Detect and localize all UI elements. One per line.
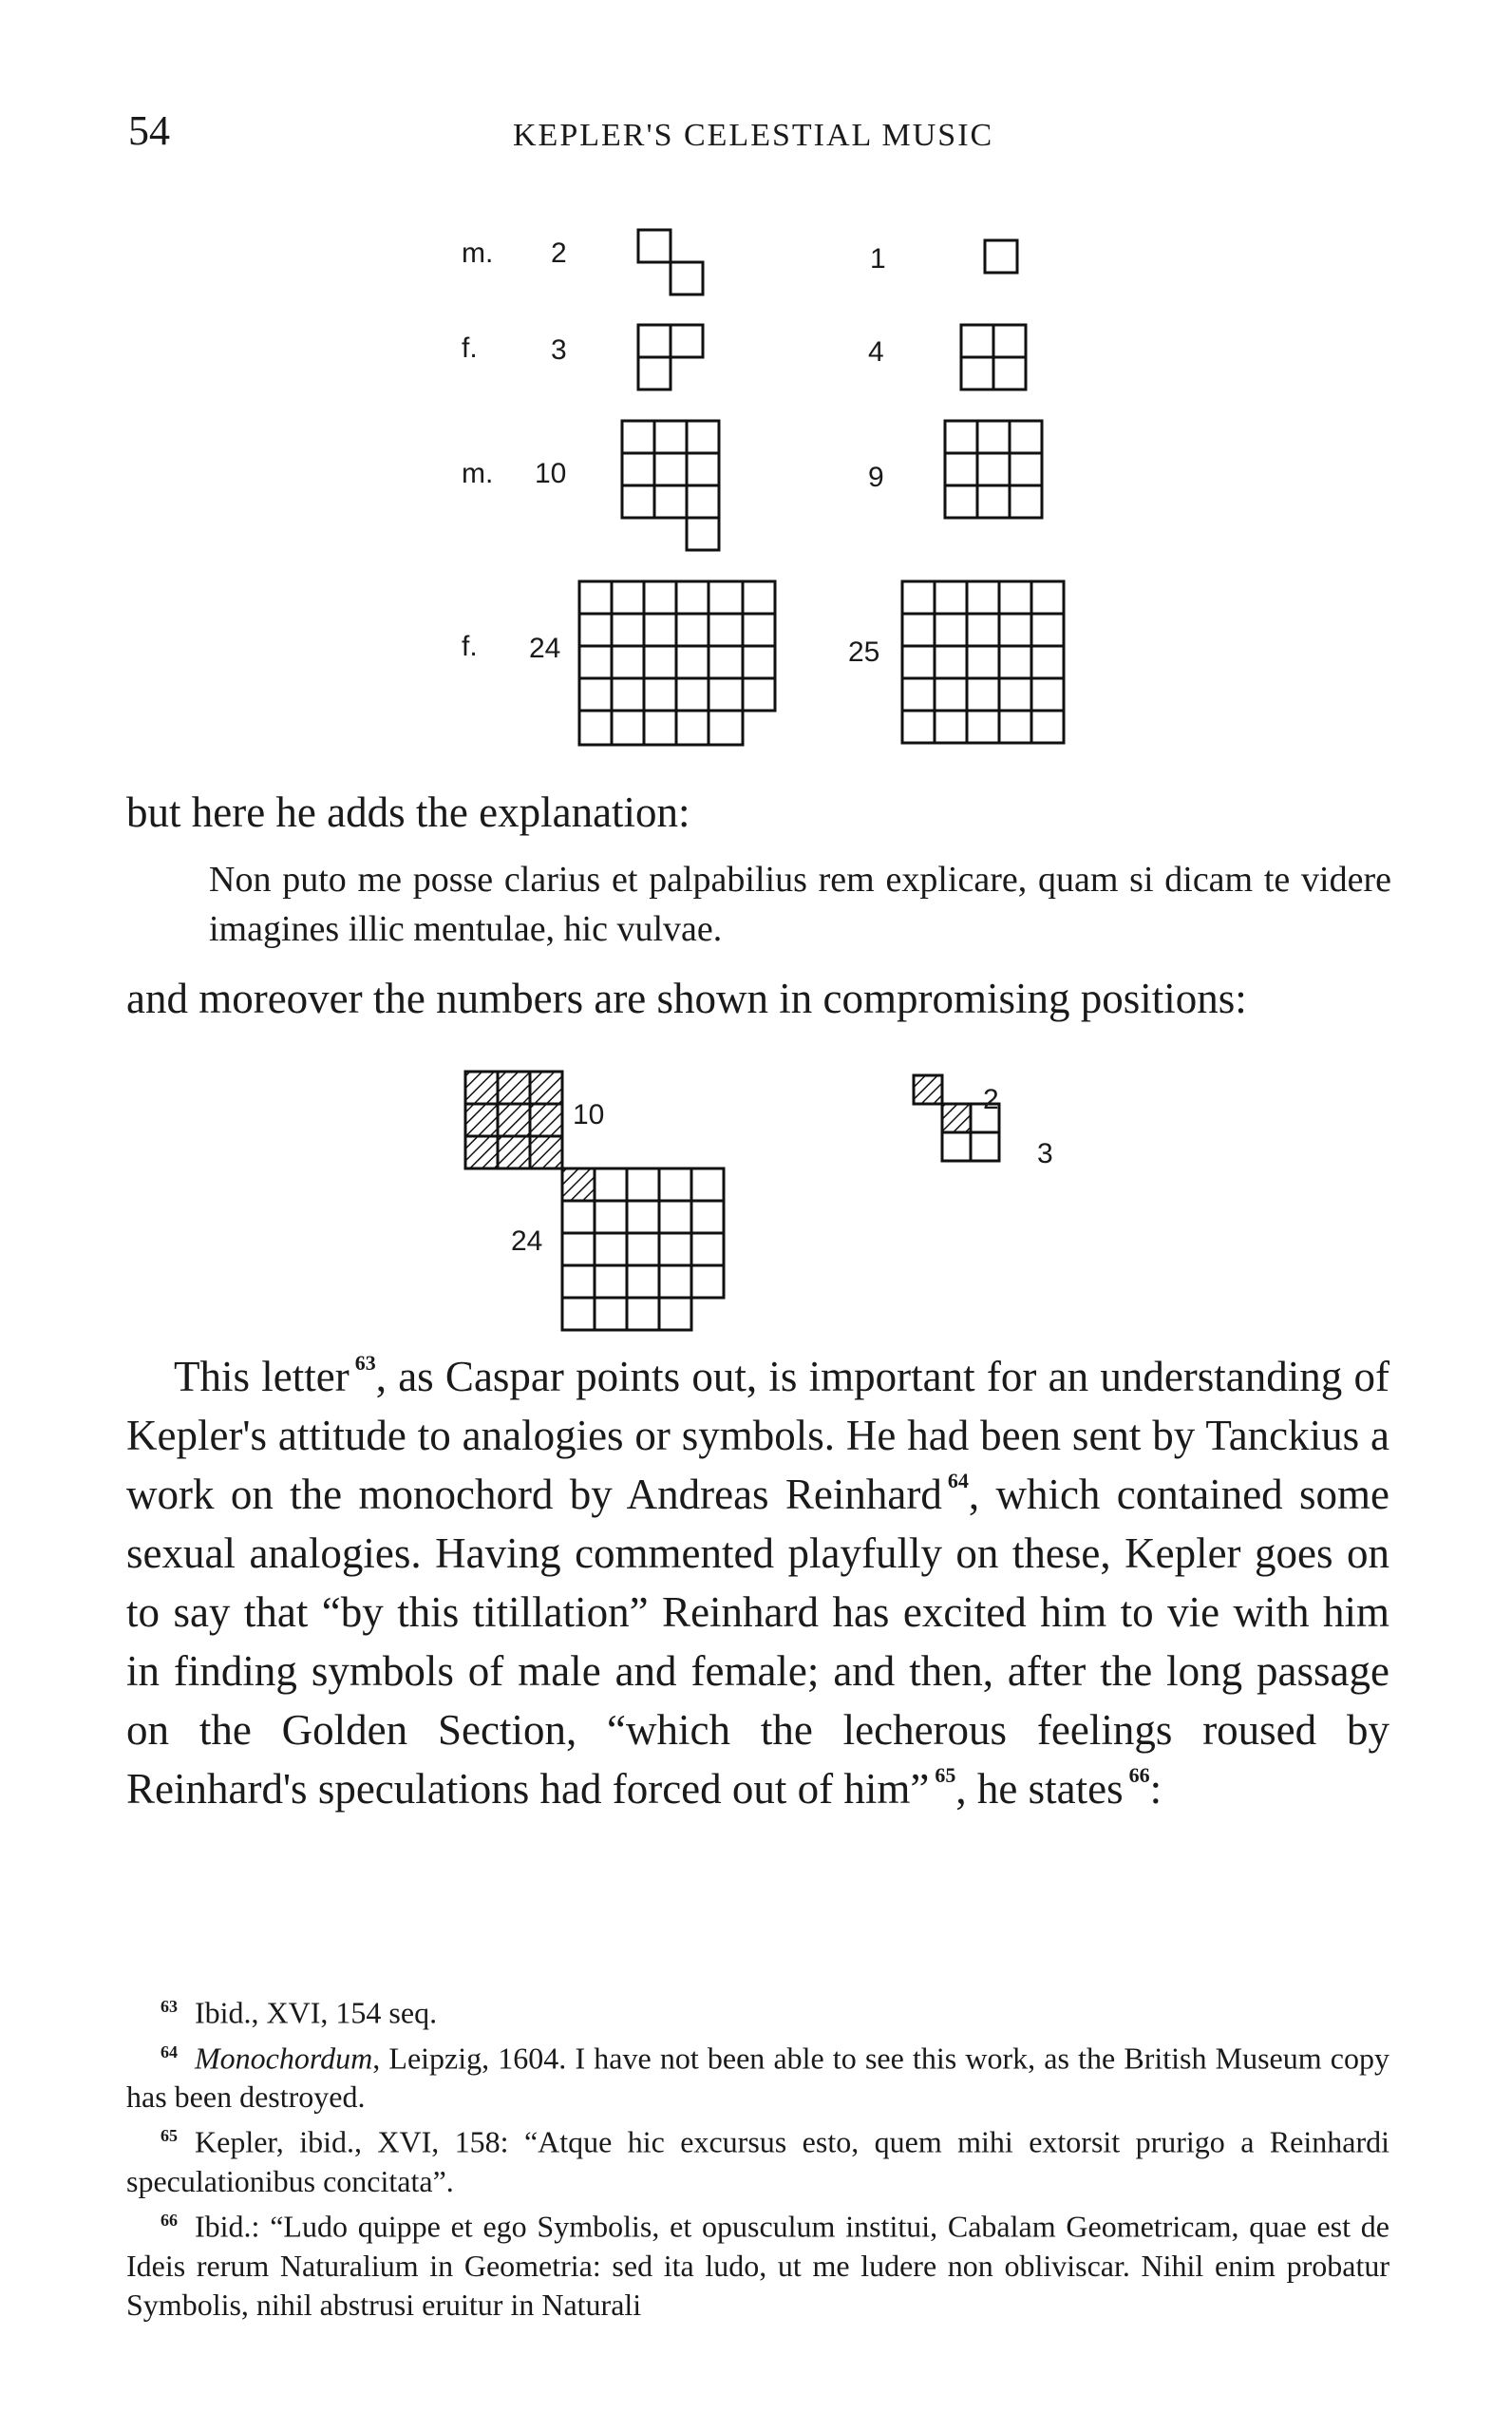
body-part-2: , as Caspar points out, is important for an understanding of Kepler's attitude to analogies or symbols. He had been sent by Tanckius a work on the monochord by Andreas Reinhard [126, 1353, 1389, 1518]
footnote-63-number: 63 [161, 1997, 178, 2016]
diagram-1-square [985, 240, 1017, 273]
row3-left-number: 10 [535, 458, 567, 489]
row4-sex-label: f. [462, 631, 478, 662]
body-part-5: : [1149, 1765, 1162, 1813]
footnote-65 [126, 2117, 1389, 2201]
latin-quote: Non puto me posse clarius et palpabilius rem explicare, quam si dicam te videre imagines illic mentulae, hic vulvae. [209, 860, 1391, 949]
body-part-4: , he states [955, 1765, 1124, 1813]
diagram-9-squares [945, 421, 1042, 518]
row4-right-number: 25 [848, 636, 880, 668]
intro-line: but here he adds the explanation: [126, 788, 690, 836]
footnote-66-text: Ibid.: “Ludo quippe et ego Symbolis, et opusculum institui, Cabalam Geometricam, quae est de Ideis rerum Naturalium in Geometria: sed ita ludo, ut me ludere non obliviscar. Nihil enim probatur Symbolis, nihil abstrusi eruitur in Naturali [126, 2209, 1389, 2322]
label-10: 10 [573, 1099, 605, 1130]
label-3: 3 [1037, 1138, 1053, 1169]
footnotes [126, 1987, 1389, 2325]
label-24: 24 [511, 1225, 543, 1257]
label-2: 2 [983, 1084, 999, 1115]
footnote-64-title: Monochordum [195, 2041, 373, 2076]
second-line: and moreover the numbers are shown in compromising positions: [126, 975, 1247, 1022]
row1-sex-label: m. [462, 237, 494, 269]
row4-left-number: 24 [529, 633, 561, 664]
footnote-64-text: , Leipzig, 1604. I have not been able to see this work, as the British Museum copy has been destroyed. [126, 2041, 1389, 2115]
row2-left-number: 3 [551, 334, 567, 366]
footnote-66 [126, 2201, 1389, 2325]
figure-compromising-positions [0, 1045, 1512, 1349]
diagram-2-squares [638, 230, 703, 294]
row3-right-number: 9 [868, 462, 884, 493]
row1-right-number: 1 [870, 243, 886, 275]
footnote-64 [126, 2033, 1389, 2118]
row3-sex-label: m. [462, 458, 494, 489]
body-part-3: , which contained some sexual analogies. Having commented playfully on these, Kepler goes on to say that “by this titillation” Reinhard has excited him to vie with him in finding symbols of male and female; and then, after the long passage on the Golden Section, “which the lecherous feelings roused by Reinhard's speculations had forced out of him” [126, 1471, 1390, 1813]
diagram-25-squares [902, 581, 1064, 743]
page-number: 54 [128, 107, 170, 154]
footnote-ref-66: 66 [1128, 1763, 1150, 1787]
running-title: KEPLER'S CELESTIAL MUSIC [513, 118, 994, 153]
footnote-ref-63: 63 [354, 1351, 376, 1375]
footnote-ref-64: 64 [947, 1469, 969, 1492]
diagram-4-squares [961, 325, 1026, 389]
figure-square-numbers [0, 0, 1512, 779]
row1-left-number: 2 [551, 237, 567, 269]
diagram-24-squares [579, 581, 775, 745]
footnote-64-number: 64 [161, 2042, 178, 2061]
row2-sex-label: f. [462, 332, 478, 364]
footnote-65-number: 65 [161, 2126, 178, 2146]
footnote-63 [126, 1987, 1389, 2033]
body-paragraph [126, 1347, 1389, 1818]
footnote-63-text: Ibid., XVI, 154 seq. [195, 1995, 438, 2030]
footnote-65-text: Kepler, ibid., XVI, 158: “Atque hic excursus esto, quem mihi extorsit prurigo a Reinhardi speculationibus concitata”. [126, 2124, 1389, 2198]
footnote-66-number: 66 [161, 2210, 178, 2230]
footnote-ref-65: 65 [935, 1763, 956, 1787]
body-part-1: This letter [174, 1353, 350, 1400]
diagram-10-squares [622, 421, 719, 550]
row2-right-number: 4 [868, 336, 884, 368]
diagram-3-squares [638, 325, 703, 389]
